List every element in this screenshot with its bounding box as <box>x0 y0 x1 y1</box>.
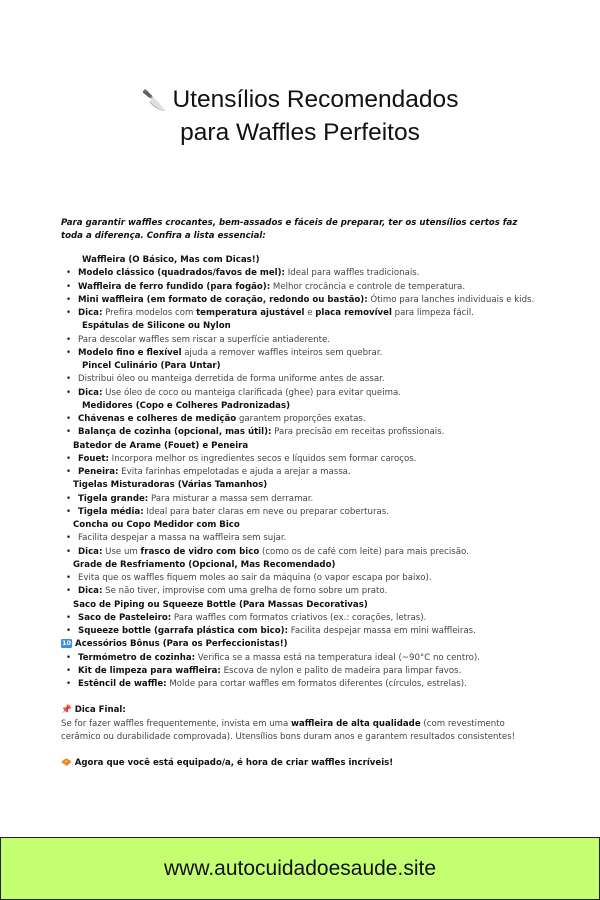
intro-text: Para garantir waffles crocantes, bem-assados e fáceis de preparar, ter os utensílios certos faz toda a diferença. Confira a lista essencial: <box>61 218 518 242</box>
bullet-list <box>61 413 541 440</box>
title-line-2: para Waffles Perfeitos <box>180 119 420 146</box>
section-heading <box>61 559 541 572</box>
list-item <box>61 493 541 506</box>
section-heading-text: Acessórios Bônus (Para os Perfeccionistas!) <box>75 639 288 650</box>
final-text-bold: waffleira de alta qualidade <box>291 718 421 729</box>
item-text: garantem proporções exatas. <box>236 414 366 424</box>
item-text: Evita que os waffles fiquem moles ao sair da máquina (o vapor escapa por baixo). <box>78 573 432 583</box>
section-heading <box>61 599 541 612</box>
bold-text: Fouet: <box>78 453 109 464</box>
bold-text: temperatura ajustável <box>196 308 305 318</box>
bold-text: Squeeze bottle (garrafa plástica com bico): <box>78 626 289 636</box>
section-heading <box>61 479 541 492</box>
bold-text: Dica: <box>78 308 103 318</box>
bold-text: Mini waffleira (em formato de coração, redondo ou bastão): <box>78 294 368 305</box>
document-body <box>61 217 541 770</box>
bold-text: Modelo fino e flexível <box>78 347 182 358</box>
bold-text: Kit de limpeza para waffleira: <box>78 665 221 676</box>
item-text: Ótimo para lanches individuais e kids. <box>367 294 535 305</box>
page-title <box>0 84 600 148</box>
bold-text: frasco de vidro com bico <box>140 546 260 557</box>
title-line-1: Utensílios Recomendados <box>172 86 459 113</box>
bold-text: Dica: <box>78 546 103 557</box>
bullet-list <box>61 453 541 480</box>
bold-text: placa removível <box>315 308 392 318</box>
section-heading-text: Medidores (Copo e Colheres Padronizadas) <box>82 400 291 411</box>
bold-text: Saco de Pasteleiro: <box>78 612 172 623</box>
section-heading <box>61 360 541 373</box>
list-item <box>61 373 541 386</box>
list-item <box>61 612 541 625</box>
final-tip-title: Dica Final: <box>74 705 126 716</box>
list-item <box>61 532 541 545</box>
item-text: Escova de nylon e palito de madeira para limpar favos. <box>220 665 462 676</box>
final-text-part: Se for fazer waffles frequentemente, invista em uma <box>61 718 292 729</box>
item-text: Para precisão em receitas profissionais. <box>271 427 445 438</box>
section-heading-text: Batedor de Arame (Fouet) e Peneira <box>73 440 249 451</box>
item-text: Incorpora melhor os ingredientes secos e líquidos sem formar caroços. <box>108 453 417 464</box>
section-heading <box>61 320 541 333</box>
item-text: ajuda a remover waffles inteiros sem quebrar. <box>181 347 383 358</box>
closing-text: Agora que você está equipado/a, é hora de criar waffles incríveis! <box>74 758 394 768</box>
item-text: Verifica se a massa está na temperatura ideal (~90°C no centro). <box>195 652 480 663</box>
item-text: Facilita despejar a massa na waffleira sem sujar. <box>78 533 287 544</box>
list-item <box>61 665 541 678</box>
item-text: Evita farinhas empelotadas e ajuda a arejar a massa. <box>118 467 351 477</box>
item-text: (como os de café com leite) para mais precisão. <box>259 546 469 557</box>
bullet-list <box>61 612 541 639</box>
footer-banner <box>0 837 600 900</box>
section-heading-text: Waffleira (O Básico, Mas com Dicas!) <box>82 255 260 265</box>
bullet-list <box>61 532 541 559</box>
list-item <box>61 678 541 691</box>
section-heading-text: Tigelas Misturadoras (Várias Tamanhos) <box>73 480 268 491</box>
bold-text: Tigela média: <box>78 506 144 517</box>
list-item <box>61 453 541 466</box>
list-item <box>61 466 541 479</box>
section-heading <box>61 519 541 532</box>
list-item <box>61 281 541 294</box>
bullet-list <box>61 267 541 320</box>
item-text: e <box>304 308 316 318</box>
item-text: Para waffles com formatos criativos (ex.: corações, letras). <box>171 612 427 623</box>
section-heading <box>61 254 541 267</box>
bold-text: Termómetro de cozinha: <box>78 652 196 663</box>
item-text: Distribui óleo ou manteiga derretida de forma uniforme antes de assar. <box>78 374 385 385</box>
pin-icon: 📌 <box>61 705 72 716</box>
list-item <box>61 294 541 307</box>
list-item <box>61 585 541 598</box>
bullet-list <box>61 334 541 361</box>
knife-icon: 🔪 <box>141 90 167 112</box>
utensil-sections <box>61 254 541 691</box>
final-tip-text <box>61 718 541 745</box>
bold-text: Chávenas e colheres de medição <box>78 414 237 424</box>
list-item <box>61 334 541 347</box>
section-heading-text: Grade de Resfriamento (Opcional, Mas Recomendado) <box>73 559 336 570</box>
bold-text: Peneira: <box>78 467 119 477</box>
list-item <box>61 347 541 360</box>
bold-text: Dica: <box>78 586 103 597</box>
bold-text: Balança de cozinha (opcional, mas útil): <box>78 427 272 438</box>
bullet-list <box>61 493 541 520</box>
list-item <box>61 267 541 280</box>
list-item <box>61 387 541 400</box>
closing-line <box>61 757 541 770</box>
item-text: Molde para cortar waffles em formatos diferentes (círculos, estrelas). <box>166 679 467 689</box>
section-heading-text: Espátulas de Silicone ou Nylon <box>82 321 231 332</box>
item-text: Prefira modelos com <box>102 308 197 318</box>
bullet-list <box>61 373 541 400</box>
final-text-part: (com revestimento cerâmico ou durabilidade comprovada). Utensílios bons duram anos e garantem resultados consistentes! <box>61 718 516 742</box>
list-item <box>61 625 541 638</box>
list-item <box>61 546 541 559</box>
list-item <box>61 307 541 320</box>
bold-text: Modelo clássico (quadrados/favos de mel): <box>78 268 285 279</box>
item-text: Para descolar waffles sem riscar a superfície antiaderente. <box>78 334 331 345</box>
waffle-icon: 🧇 <box>61 758 72 768</box>
section-heading-text: Concha ou Copo Medidor com Bico <box>73 520 240 530</box>
section-heading-text: Saco de Piping ou Squeeze Bottle (Para Massas Decorativas) <box>73 599 368 610</box>
number-ten-icon: 10 <box>62 639 72 648</box>
item-text: Para misturar a massa sem derramar. <box>148 493 314 504</box>
section-heading <box>61 400 541 413</box>
list-item <box>61 413 541 426</box>
bullet-list <box>61 652 541 692</box>
list-item <box>61 426 541 439</box>
list-item <box>61 652 541 665</box>
item-text: Use óleo de coco ou manteiga clarificada (ghee) para evitar queima. <box>102 387 401 398</box>
item-text: Use um <box>102 546 141 557</box>
bold-text: Dica: <box>78 387 103 398</box>
list-item <box>61 572 541 585</box>
bold-text: Tigela grande: <box>78 493 149 504</box>
bold-text: Estêncil de waffle: <box>78 679 167 689</box>
list-item <box>61 506 541 519</box>
item-text: para limpeza fácil. <box>391 308 474 318</box>
item-text: Ideal para waffles tradicionais. <box>285 268 420 279</box>
section-heading-text: Pincel Culinário (Para Untar) <box>82 361 221 371</box>
final-tip <box>61 704 541 744</box>
item-text: Se não tiver, improvise com uma grelha de forno sobre um prato. <box>102 586 388 597</box>
bullet-list <box>61 572 541 599</box>
section-heading <box>61 440 541 453</box>
item-text: Ideal para bater claras em neve ou preparar coberturas. <box>143 506 389 517</box>
bold-text: Waffleira de ferro fundido (para fogão): <box>78 281 271 292</box>
website-link[interactable]: www.autocuidadoesaude.site <box>163 856 436 880</box>
section-heading <box>61 638 541 651</box>
item-text: Facilita despejar massa em mini waffleiras. <box>288 626 476 636</box>
item-text: Melhor crocância e controle de temperatura. <box>270 281 466 292</box>
